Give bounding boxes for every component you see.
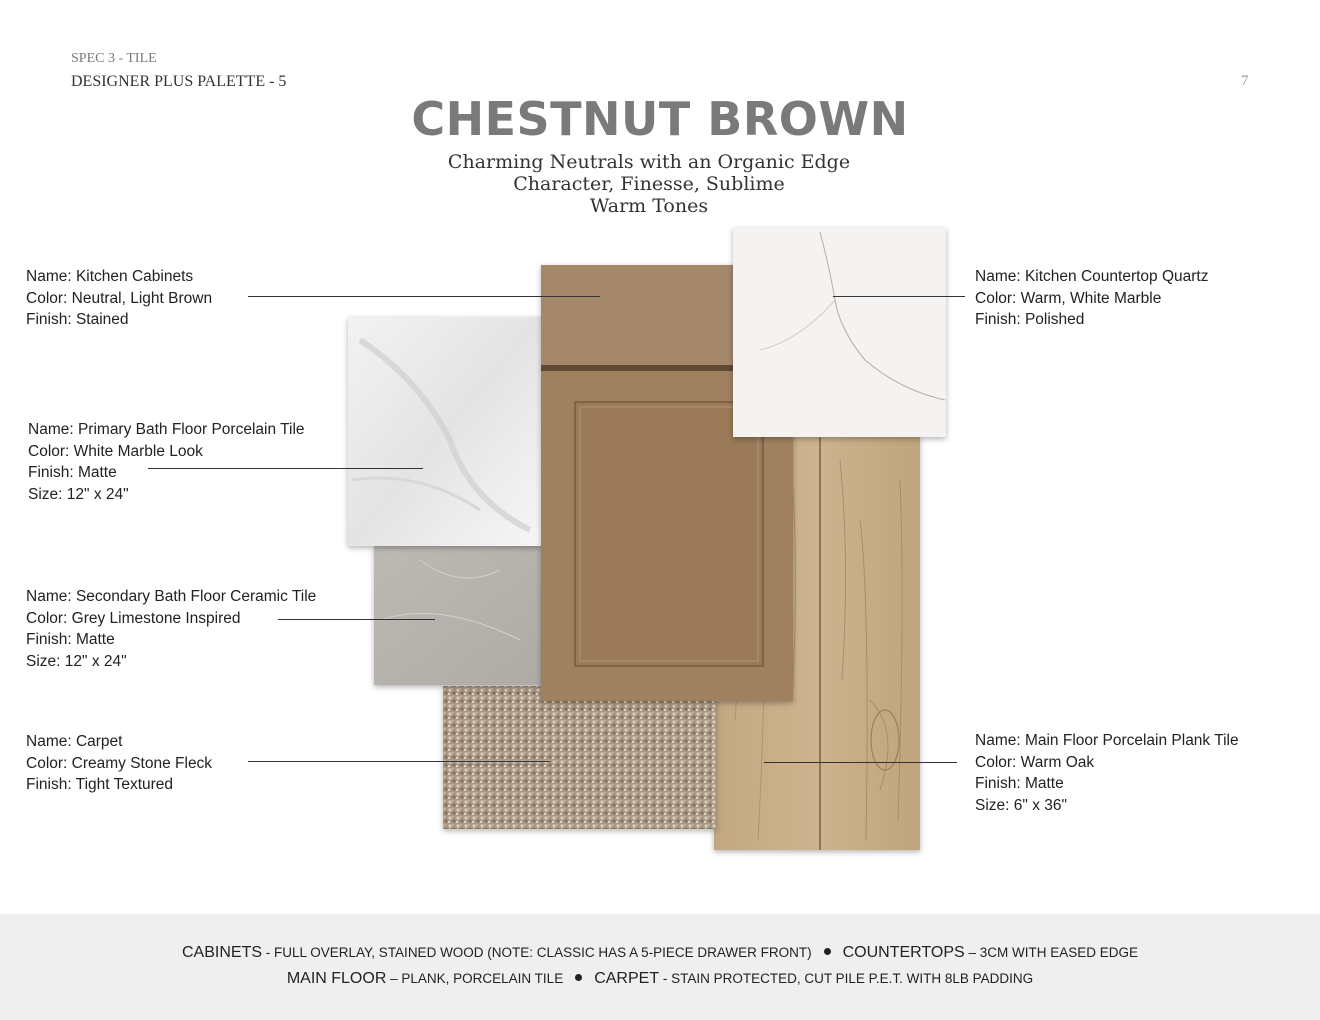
carpet-color: Color: Creamy Stone Fleck — [26, 754, 213, 772]
spec-kitchen-cabinets — [26, 266, 212, 331]
footer-carpet-note: - STAIN PROTECTED, CUT PILE P.E.T. WITH 8LB PADDING — [659, 971, 1034, 986]
footer-line-2 — [0, 970, 1320, 988]
primary-bath-finish: Finish: Matte — [28, 464, 117, 481]
footer-band — [0, 914, 1320, 1020]
footer-countertops-note: – 3CM WITH EASED EDGE — [964, 945, 1138, 960]
white-marble-tile-swatch — [348, 317, 542, 546]
spec-label: SPEC 3 - TILE — [71, 51, 157, 66]
countertop-name: Name: Kitchen Countertop Quartz — [975, 268, 1209, 285]
main-floor-size: Size: 6" x 36" — [975, 796, 1067, 814]
carpet-leader-line — [248, 761, 550, 762]
carpet-finish: Finish: Tight Textured — [26, 776, 174, 793]
secondary-bath-name: Name: Secondary Bath Floor Ceramic Tile — [26, 588, 317, 605]
spec-carpet — [26, 731, 212, 796]
footer-carpet-caps: CARPET — [594, 970, 660, 987]
secondary-bath-color: Color: Grey Limestone Inspired — [26, 609, 241, 627]
secondary-bath-leader-line — [278, 619, 435, 620]
footer-main-floor-note: – PLANK, PORCELAIN TILE — [386, 971, 564, 986]
primary-bath-leader-line — [148, 468, 423, 469]
carpet-swatch — [443, 686, 716, 829]
tagline-line-2: Character, Finesse, Sublime — [513, 173, 785, 195]
secondary-bath-size: Size: 12" x 24" — [26, 652, 127, 670]
primary-bath-size: Size: 12" x 24" — [28, 485, 129, 503]
main-floor-color: Color: Warm Oak — [975, 753, 1095, 771]
limestone-tile-swatch — [374, 545, 544, 685]
cabinets-leader-line — [248, 296, 600, 297]
carpet-name: Name: Carpet — [26, 733, 123, 750]
footer-countertops-caps: COUNTERTOPS — [842, 944, 965, 961]
bullet-separator — [824, 948, 831, 955]
countertop-finish: Finish: Polished — [975, 311, 1085, 328]
secondary-bath-finish: Finish: Matte — [26, 631, 115, 648]
spec-secondary-bath — [26, 586, 316, 672]
main-floor-finish: Finish: Matte — [975, 775, 1064, 792]
footer-cabinets-note: - FULL OVERLAY, STAINED WOOD (NOTE: CLASSIC HAS A 5-PIECE DRAWER FRONT) — [262, 945, 812, 960]
cabinets-finish: Finish: Stained — [26, 311, 129, 328]
main-floor-leader-line — [764, 762, 957, 763]
spec-kitchen-countertop — [975, 266, 1208, 331]
primary-bath-name: Name: Primary Bath Floor Porcelain Tile — [28, 421, 305, 438]
bullet-separator — [575, 974, 582, 981]
quartz-countertop-swatch — [733, 228, 946, 437]
spec-primary-bath — [28, 419, 305, 505]
tagline-line-1: Charming Neutrals with an Organic Edge — [447, 151, 851, 173]
page-title: CHESTNUT BROWN — [411, 92, 909, 146]
palette-label: DESIGNER PLUS PALETTE - 5 — [71, 73, 287, 90]
footer-line-1 — [0, 944, 1320, 962]
spec-main-floor — [975, 730, 1239, 816]
tagline-line-3: Warm Tones — [589, 195, 709, 217]
countertop-leader-line — [833, 296, 965, 297]
footer-main-floor-caps: MAIN FLOOR — [286, 970, 387, 987]
footer-cabinets-caps: CABINETS — [182, 944, 263, 961]
cabinets-color: Color: Neutral, Light Brown — [26, 289, 213, 307]
primary-bath-color: Color: White Marble Look — [28, 442, 203, 460]
main-floor-name: Name: Main Floor Porcelain Plank Tile — [975, 732, 1239, 749]
countertop-color: Color: Warm, White Marble — [975, 289, 1162, 307]
page-number: 7 — [1241, 73, 1249, 89]
cabinets-name: Name: Kitchen Cabinets — [26, 268, 194, 285]
